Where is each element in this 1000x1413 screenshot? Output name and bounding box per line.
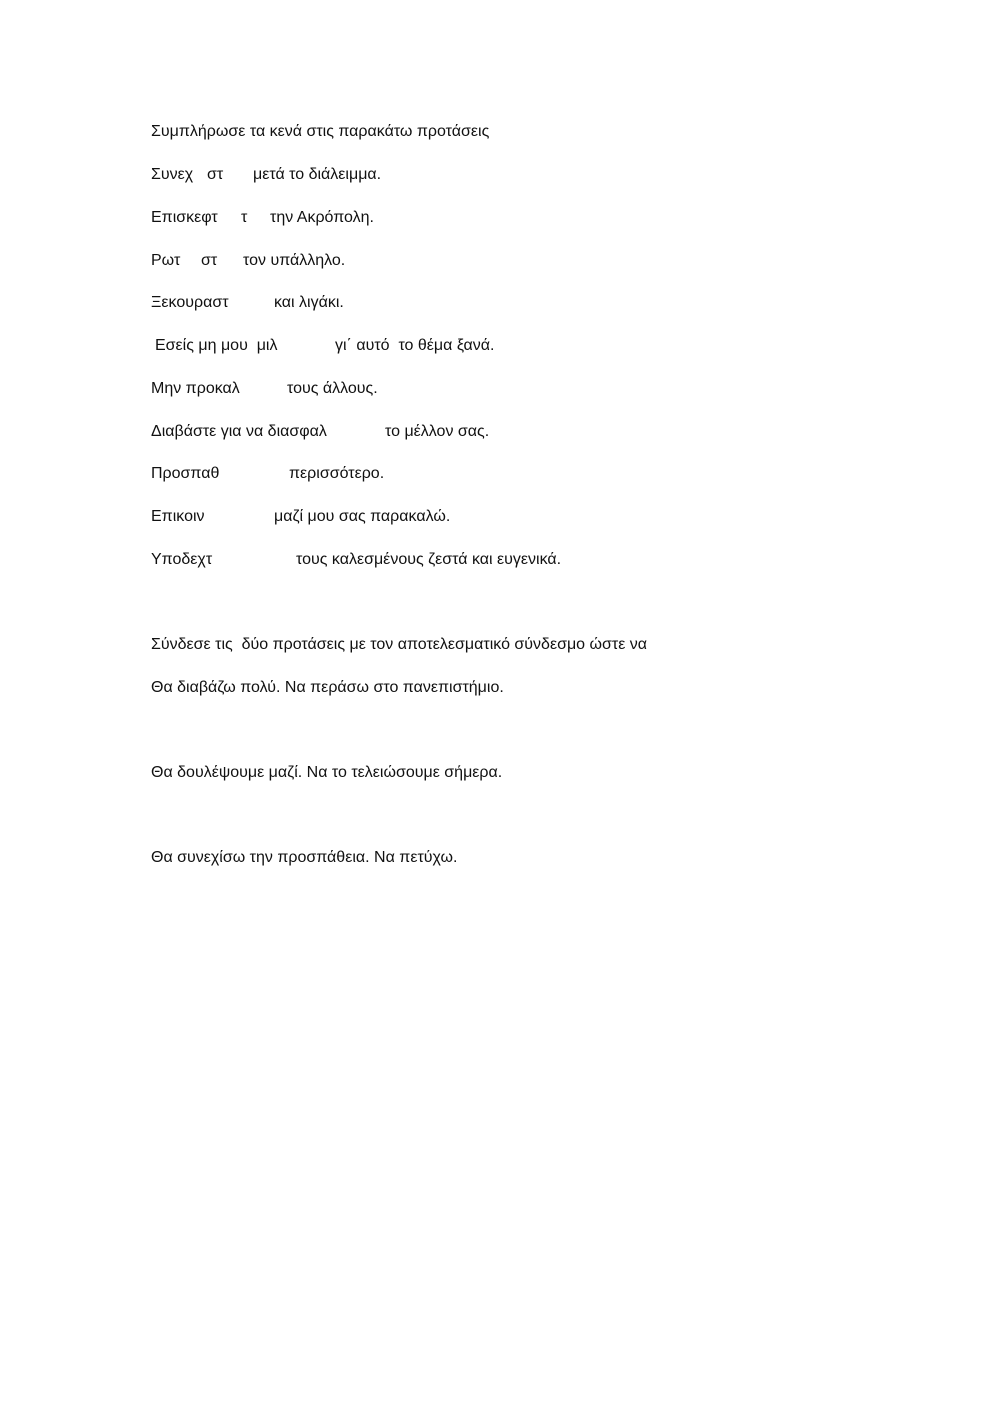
sentence-ending-fragment: τ [241, 209, 248, 226]
sentence-stem: Ξεκουραστ [151, 294, 229, 311]
sentence-stem: Προσπαθ [151, 465, 220, 482]
sentence-stem: Επισκεφτ [151, 209, 218, 226]
sentence-stem: Συνεχ [151, 166, 194, 183]
sentence-rest: γι΄ αυτό το θέμα ξανά. [335, 337, 495, 354]
sentence-stem: Επικοιν [151, 508, 205, 525]
sentence-rest: τον υπάλληλο. [243, 252, 346, 269]
exercise2-instruction-text: Σύνδεσε τις δύο προτάσεις με τον αποτελεσματικό σύνδεσμο ώστε να [151, 636, 648, 653]
sentence-rest: μαζί μου σας παρακαλώ. [274, 508, 451, 525]
sentence-stem: Υποδεχτ [151, 551, 213, 568]
sentence-rest: τους καλεσμένους ζεστά και ευγενικά. [296, 551, 562, 568]
sentence-pair: Θα συνεχίσω την προσπάθεια. Να πετύχω. [151, 849, 458, 866]
sentence-rest: την Ακρόπολη. [270, 209, 374, 226]
exercise1-instruction-text: Συμπλήρωσε τα κενά στις παρακάτω προτάσεις [151, 123, 490, 140]
sentence-ending-fragment: στ [207, 166, 224, 183]
sentence-stem: Μην προκαλ [151, 380, 240, 397]
sentence-rest: μετά το διάλειμμα. [253, 166, 382, 183]
sentence-pair: Θα διαβάζω πολύ. Να περάσω στο πανεπιστήμιο. [151, 679, 504, 696]
sentence-rest: και λιγάκι. [274, 294, 344, 311]
sentence-stem: Διαβάστε για να διασφαλ [151, 423, 327, 440]
sentence-rest: τους άλλους. [287, 380, 378, 397]
sentence-stem: Ρωτ [151, 252, 181, 269]
sentence-rest: περισσότερο. [289, 465, 385, 482]
sentence-stem: Εσείς μη μου μιλ [155, 337, 278, 354]
sentence-pair: Θα δουλέψουμε μαζί. Να το τελειώσουμε σήμερα. [151, 764, 503, 781]
sentence-ending-fragment: στ [201, 252, 218, 269]
sentence-rest: το μέλλον σας. [385, 423, 490, 440]
